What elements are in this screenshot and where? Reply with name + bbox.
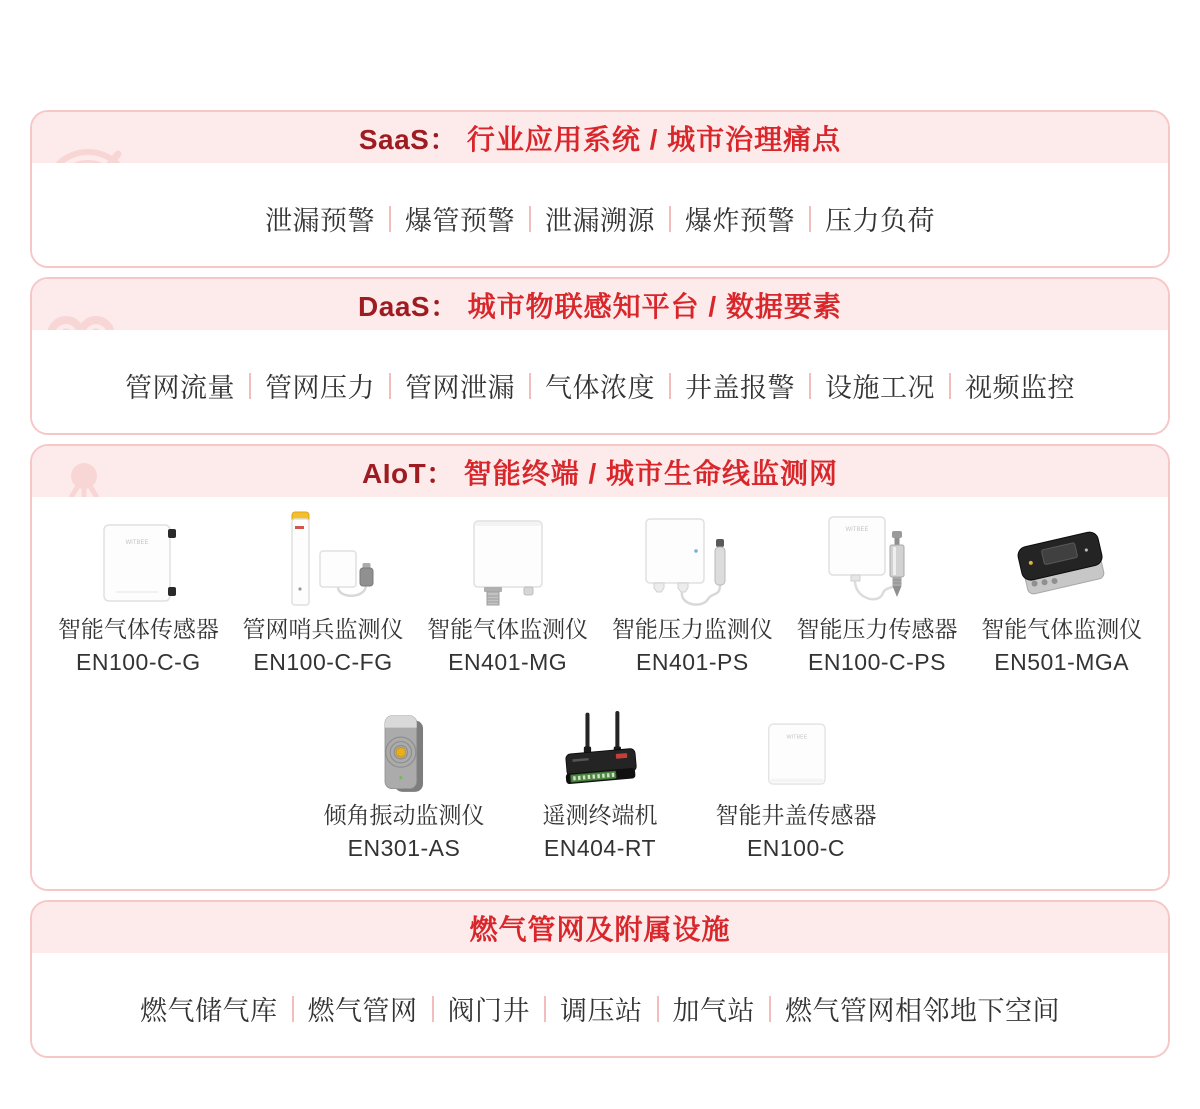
- data-item: 管网压力: [265, 373, 375, 403]
- item-divider: [529, 373, 531, 399]
- section-aiot: [30, 444, 1170, 891]
- item-divider: [669, 373, 671, 399]
- feature-item: 泄漏溯源: [545, 206, 655, 236]
- infra-body: [32, 953, 1168, 1056]
- aiot-header: [32, 446, 1168, 497]
- item-divider: [809, 373, 811, 399]
- product-model: EN301-AS: [347, 835, 461, 861]
- product-card: [785, 513, 970, 679]
- item-divider: [389, 206, 391, 232]
- facility-item: 燃气储气库: [140, 996, 278, 1026]
- aiot-products-row-2: [46, 711, 1154, 865]
- item-divider: [544, 996, 546, 1022]
- aiot-products-row-1: [46, 513, 1154, 679]
- facility-item: 加气站: [672, 996, 755, 1026]
- data-item: 管网流量: [125, 373, 235, 403]
- infra-title: [469, 908, 730, 948]
- saas-header: [32, 112, 1168, 163]
- product-model: EN100-C: [746, 835, 846, 861]
- aiot-title-prefix: AIoT：: [361, 457, 455, 489]
- item-divider: [657, 996, 659, 1022]
- product-name: 智能气体传感器: [57, 616, 219, 642]
- pressure-sensor-device-icon: [821, 513, 933, 609]
- data-item: 井盖报警: [685, 373, 795, 403]
- device-image: [306, 711, 502, 795]
- item-divider: [949, 373, 951, 399]
- product-card: [306, 711, 502, 865]
- device-image: [46, 513, 231, 609]
- product-card: [698, 711, 894, 865]
- daas-body: [32, 330, 1168, 433]
- pressure-monitor-device-icon: [636, 513, 748, 609]
- gas-sensor-device-icon: [94, 517, 182, 609]
- gas-analyzer-device-icon: [1002, 523, 1122, 609]
- feature-item: 压力负荷: [825, 206, 935, 236]
- product-model: EN100-C-FG: [253, 649, 393, 675]
- product-card: [502, 711, 698, 865]
- daas-title-prefix: DaaS：: [358, 290, 459, 322]
- daas-header: [32, 279, 1168, 330]
- product-name: 智能压力监测仪: [611, 616, 773, 642]
- product-name: 管网哨兵监测仪: [242, 616, 404, 642]
- product-name: 智能压力传感器: [796, 616, 958, 642]
- product-card: [231, 513, 416, 679]
- section-infrastructure: [30, 900, 1170, 1058]
- product-card: [600, 513, 785, 679]
- product-name: 智能气体监测仪: [981, 616, 1143, 642]
- gas-monitor-device-icon: [458, 513, 558, 609]
- infra-header: [32, 902, 1168, 953]
- feature-item: 泄漏预警: [265, 206, 375, 236]
- device-image: [969, 513, 1154, 609]
- product-model: EN404-RT: [543, 835, 657, 861]
- section-saas: [30, 110, 1170, 268]
- item-divider: [529, 206, 531, 232]
- product-model: EN100-C-G: [76, 649, 201, 675]
- device-image: [600, 513, 785, 609]
- facility-item: 阀门井: [447, 996, 530, 1026]
- device-image: [785, 513, 970, 609]
- item-divider: [432, 996, 434, 1022]
- product-model: EN401-PS: [636, 649, 749, 675]
- data-item: 管网泄漏: [405, 373, 515, 403]
- aiot-body: [32, 497, 1168, 889]
- data-item: 设施工况: [825, 373, 935, 403]
- product-model: EN401-MG: [448, 649, 568, 675]
- item-divider: [669, 206, 671, 232]
- facility-item: 燃气管网相邻地下空间: [785, 996, 1060, 1026]
- aiot-title: [362, 452, 838, 492]
- telemetry-terminal-device-icon: [535, 711, 665, 795]
- daas-items-row: [52, 366, 1148, 405]
- device-image: [415, 513, 600, 609]
- feature-item: 爆炸预警: [685, 206, 795, 236]
- saas-body: [32, 163, 1168, 266]
- saas-items-row: [52, 199, 1148, 238]
- infra-items-row: [52, 989, 1148, 1028]
- manhole-sensor-device-icon: [754, 715, 838, 795]
- data-item: 气体浓度: [545, 373, 655, 403]
- daas-title-main: 城市物联感知平台 / 数据要素: [467, 290, 842, 322]
- product-model: EN100-C-PS: [808, 649, 946, 675]
- saas-title-main: 行业应用系统 / 城市治理痛点: [466, 123, 842, 155]
- product-name: 倾角振动监测仪: [323, 802, 485, 828]
- product-model: EN501-MGA: [994, 649, 1130, 675]
- section-daas: [30, 277, 1170, 435]
- device-image: [502, 711, 698, 795]
- item-divider: [769, 996, 771, 1022]
- item-divider: [389, 373, 391, 399]
- device-brand-label: WITBEE: [786, 734, 808, 741]
- device-image: [698, 711, 894, 795]
- product-card: [415, 513, 600, 679]
- item-divider: [809, 206, 811, 232]
- device-brand-label: WITBEE: [125, 540, 149, 546]
- device-image: [231, 513, 416, 609]
- product-card: [46, 513, 231, 679]
- infra-title-main: 燃气管网及附属设施: [469, 913, 731, 945]
- pipeline-sentinel-device-icon: [268, 509, 378, 609]
- product-name: 智能气体监测仪: [427, 616, 589, 642]
- product-card: [969, 513, 1154, 679]
- saas-title-prefix: SaaS：: [358, 123, 458, 155]
- product-name: 遥测终端机: [542, 802, 658, 828]
- facility-item: 燃气管网: [307, 996, 418, 1026]
- facility-item: 调压站: [560, 996, 643, 1026]
- data-item: 视频监控: [965, 373, 1075, 403]
- feature-item: 爆管预警: [405, 206, 515, 236]
- item-divider: [292, 996, 294, 1022]
- tilt-vibration-device-icon: [356, 711, 452, 795]
- product-name: 智能井盖传感器: [715, 802, 877, 828]
- item-divider: [249, 373, 251, 399]
- saas-title: [359, 118, 841, 158]
- device-brand-label: WITBEE: [845, 527, 869, 533]
- daas-title: [358, 285, 842, 325]
- aiot-title-main: 智能终端 / 城市生命线监测网: [463, 457, 839, 489]
